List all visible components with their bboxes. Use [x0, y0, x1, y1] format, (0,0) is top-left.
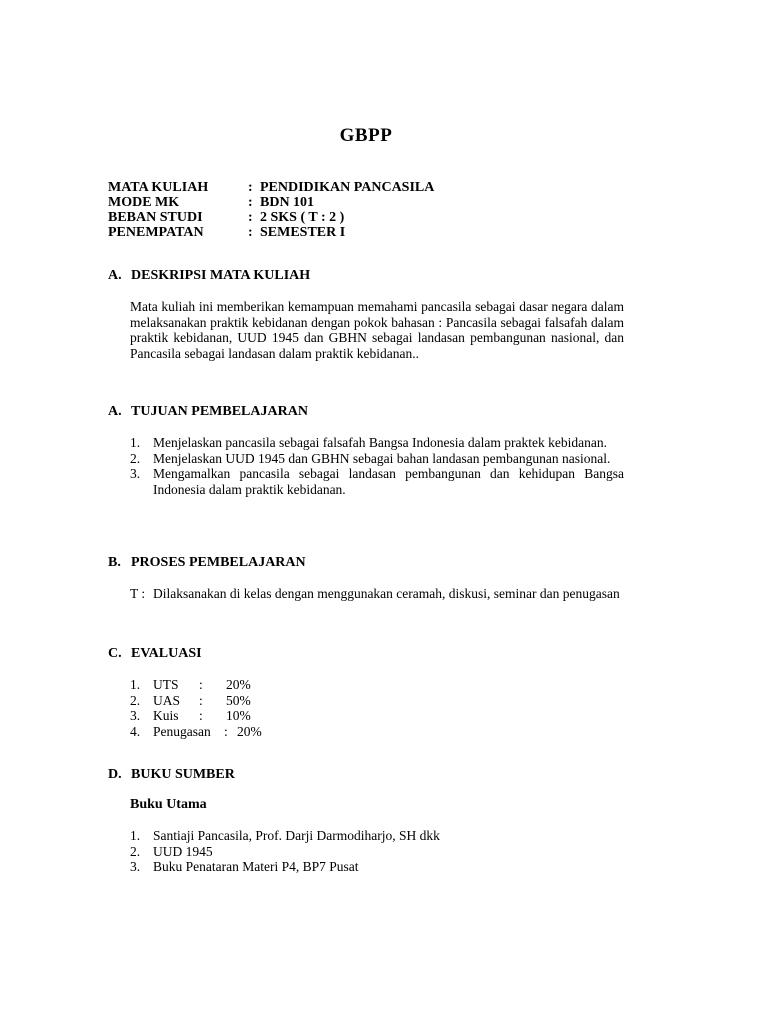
- list-text: Menjelaskan pancasila sebagai falsafah Bangsa Indonesia dalam praktek kebidanan.: [153, 435, 607, 450]
- deskripsi-paragraph: Mata kuliah ini memberikan kemampuan memahami pancasila sebagai dasar negara dalam melaksanakan praktik kebidanan dengan pokok bahasan : Pancasila sebagai falsafah dalam praktik kebidanan, UUD 1945 dan GBHN sebagai landasan pembangunan nasional, dan Pancasila sebagai landasan dalam praktik kebidanan..: [130, 299, 624, 361]
- evaluasi-weight: 20%: [226, 677, 251, 692]
- list-item: [130, 466, 624, 497]
- info-separator: :: [248, 180, 253, 195]
- section-letter: B.: [108, 555, 121, 570]
- list-item: [130, 435, 624, 451]
- list-text: Menjelaskan UUD 1945 dan GBHN sebagai bahan landasan pembangunan nasional.: [153, 450, 611, 466]
- list-number: 1.: [130, 677, 141, 692]
- list-text: Mengamalkan pancasila sebagai landasan pembangunan dan kehidupan Bangsa Indonesia dalam praktik kebidanan.: [153, 466, 624, 497]
- info-value: SEMESTER I: [260, 225, 346, 240]
- section-heading-deskripsi: [108, 268, 310, 284]
- list-number: 3.: [130, 708, 141, 723]
- section-heading-proses: [108, 555, 306, 571]
- info-value: 2 SKS ( T : 2 ): [260, 210, 345, 225]
- section-title: PROSES PEMBELAJARAN: [131, 555, 306, 570]
- section-letter: A.: [108, 268, 122, 283]
- list-number: 2.: [130, 843, 141, 859]
- list-number: 3.: [130, 859, 141, 874]
- list-text: Santiaji Pancasila, Prof. Darji Darmodiharjo, SH dkk: [153, 828, 440, 843]
- evaluasi-label: UTS: [153, 677, 179, 692]
- section-heading-buku-sumber: [108, 767, 235, 783]
- info-key: MODE MK: [108, 195, 180, 210]
- section-heading-evaluasi: [108, 646, 202, 662]
- list-number: 1.: [130, 435, 141, 450]
- section-letter: D.: [108, 767, 122, 782]
- info-key: PENEMPATAN: [108, 225, 204, 240]
- section-letter: C.: [108, 646, 122, 661]
- evaluasi-separator: :: [199, 692, 203, 708]
- tujuan-list: [130, 435, 624, 497]
- proses-label: T :: [130, 586, 146, 601]
- info-key: MATA KULIAH: [108, 180, 209, 195]
- list-number: 2.: [130, 450, 141, 466]
- evaluasi-separator: :: [199, 708, 203, 723]
- info-key: BEBAN STUDI: [108, 210, 203, 225]
- info-separator: :: [248, 195, 253, 210]
- info-value: PENDIDIKAN PANCASILA: [260, 180, 435, 195]
- list-number: 4.: [130, 723, 141, 739]
- list-number: 2.: [130, 692, 141, 708]
- section-title: EVALUASI: [131, 646, 202, 661]
- evaluasi-weight: 50%: [226, 692, 251, 708]
- evaluasi-separator: :: [199, 677, 203, 692]
- info-separator: :: [248, 225, 253, 240]
- section-title: DESKRIPSI MATA KULIAH: [131, 268, 311, 283]
- list-item: [130, 451, 624, 467]
- proses-paragraph: [130, 586, 624, 602]
- evaluasi-label: Kuis: [153, 708, 179, 723]
- section-title: TUJUAN PEMBELAJARAN: [131, 404, 308, 419]
- section-heading-tujuan: [108, 404, 308, 420]
- evaluasi-label: UAS: [153, 692, 181, 708]
- info-value: BDN 101: [260, 195, 315, 210]
- list-text: UUD 1945: [153, 843, 213, 859]
- proses-text: Dilaksanakan di kelas dengan menggunakan ceramah, diskusi, seminar dan penugasan: [153, 586, 620, 601]
- buku-utama-heading: Buku Utama: [130, 797, 207, 812]
- evaluasi-separator: :: [224, 723, 228, 739]
- evaluasi-weight: 10%: [226, 708, 251, 723]
- section-letter: A.: [108, 404, 122, 419]
- section-title: BUKU SUMBER: [131, 767, 235, 782]
- evaluasi-weight: 20%: [237, 723, 262, 739]
- info-separator: :: [248, 210, 253, 225]
- list-number: 1.: [130, 828, 141, 843]
- evaluasi-label: Penugasan: [153, 723, 211, 739]
- list-number: 3.: [130, 466, 141, 481]
- list-text: Buku Penataran Materi P4, BP7 Pusat: [153, 859, 359, 874]
- document-title: GBPP: [339, 125, 393, 146]
